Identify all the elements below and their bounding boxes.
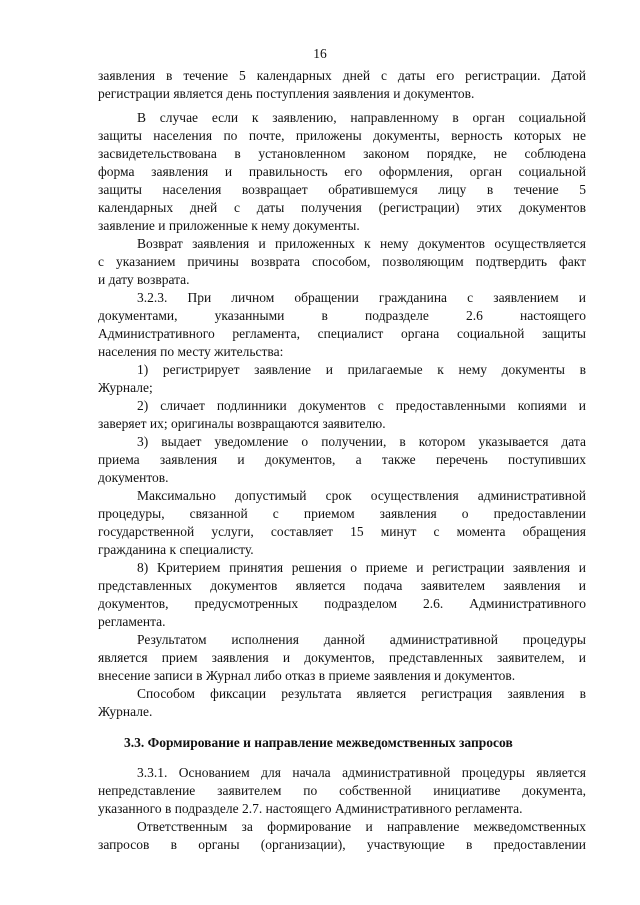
text-line: процедуры, связанной с приемом заявления о предоставлении [98,506,586,521]
text-line: и дату возврата. [98,272,190,287]
text-line: документов, предусмотренных подразделом 2.6. Административного [98,596,586,611]
text-line: представленных документов является подача заявителем заявления и [98,578,586,593]
text-line: населения по месту жительства: [98,344,284,359]
text-line: Административного регламента, специалист органа социальной защиты [98,326,586,341]
text-line: защиты населения по почте, приложены документы, верность которых не [98,128,586,143]
text-line: 8) Критерием принятия решения о приеме и регистрации заявления и [137,560,586,575]
text-line: регистрации является день поступления заявления и документов. [98,86,475,101]
text-line: заверяет их; оригиналы возвращаются заявителю. [98,416,386,431]
text-line: форма заявления и правильность его оформления, орган социальной [98,164,586,179]
text-line: 3.3.1. Основанием для начала административной процедуры является [137,765,586,780]
text-line: Способом фиксации результата является регистрация заявления в [137,686,586,701]
text-line: указанного в подразделе 2.7. настоящего Административного регламента. [98,801,523,816]
text-line: 3.2.3. При личном обращении гражданина с заявлением и [137,290,586,305]
text-line: 1) регистрирует заявление и прилагаемые к нему документы в [137,362,586,377]
text-line: В случае если к заявлению, направленному в орган социальной [137,110,586,125]
text-line: заявления в течение 5 календарных дней с даты его регистрации. Датой [98,68,586,83]
text-line: заявление и приложенные к нему документы. [98,218,360,233]
text-line: документами, указанными в подразделе 2.6 настоящего [98,308,586,323]
text-line: внесение записи в Журнал либо отказ в приеме заявления и документов. [98,668,516,683]
text-line: Максимально допустимый срок осуществления административной [137,488,586,503]
text-line: запросов в органы (организации), участвующие в предоставлении [98,837,586,852]
text-line: календарных дней с даты получения (регистрации) этих документов [98,200,586,215]
text-line: с указанием причины возврата способом, позволяющим подтвердить факт [98,254,586,269]
text-line: Журнале. [98,704,153,719]
text-line: непредставление заявителем по собственной инициативе документа, [98,783,586,798]
text-line: 3) выдает уведомление о получении, в котором указывается дата [137,434,586,449]
text-line: является прием заявления и документов, представленных заявителем, и [98,650,586,665]
text-line: засвидетельствована в установленном законом порядке, не соблюдена [98,146,586,161]
text-line: гражданина к специалисту. [98,542,254,557]
text-line: Ответственным за формирование и направление межведомственных [137,819,586,834]
page-number: 16 [313,46,327,61]
text-line: государственной услуги, составляет 15 минут с момента обращения [98,524,586,539]
text-line: регламента. [98,614,166,629]
text-line: защиты населения возвращает обратившемуся лицу в течение 5 [98,182,586,197]
text-line: 2) сличает подлинники документов с предоставленными копиями и [137,398,586,413]
text-line: Результатом исполнения данной административной процедуры [137,632,586,647]
text-line: приема заявления и документов, а также перечень поступивших [98,452,586,467]
text-line: Возврат заявления и приложенных к нему документов осуществляется [137,236,586,251]
section-heading: 3.3. Формирование и направление межведомственных запросов [124,735,513,750]
text-line: Журнале; [98,380,153,395]
text-line: документов. [98,470,169,485]
